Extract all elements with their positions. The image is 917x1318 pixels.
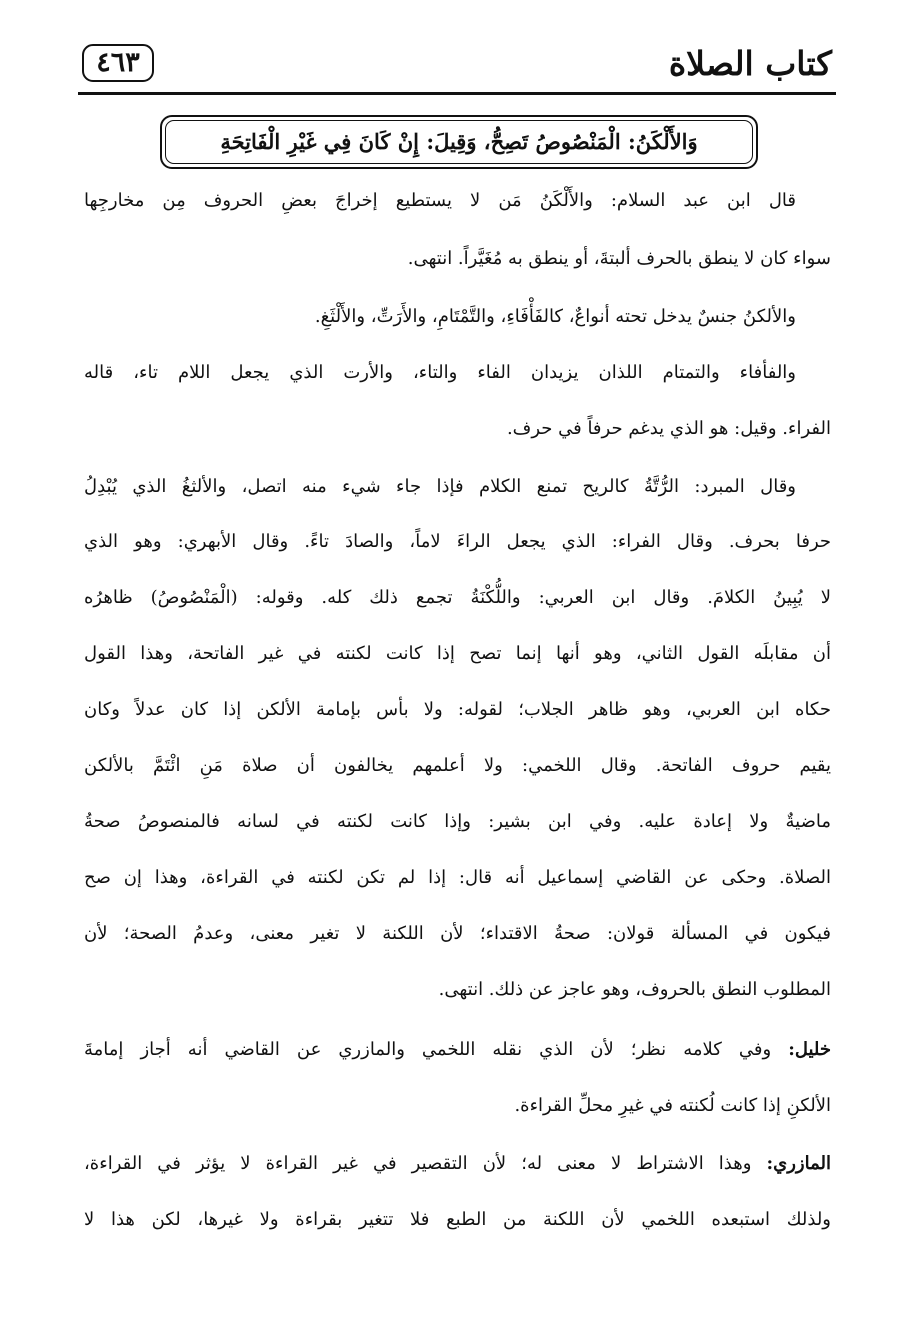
text-line: الصلاة. وحكى عن القاضي إسماعيل أنه قال: إذا لم تكن لكنته في القراءة، وهذا إن صح <box>84 867 831 888</box>
line-text: وفي كلامه نظر؛ لأن الذي نقله اللخمي والمازري عن القاضي أنه أجاز إمامةَ <box>84 1039 772 1060</box>
speaker-label: المازري: <box>766 1153 831 1174</box>
header-rule <box>78 92 836 95</box>
text-line: يقيم حروف الفاتحة. وقال اللخمي: ولا أعلمهم يخالفون أن صلاة مَنِ ائْتَمَّ بالألكن <box>84 755 831 776</box>
text-line: ولذلك استبعده اللخمي لأن اللكنة من الطبع فلا تتغير بقراءة ولا غيرها، لكن هذا لا <box>84 1209 831 1230</box>
text-line: والألكنُ جنسٌ يدخل تحته أنواعٌ، كالفَأْفَاءِ، والتَّمْتَامِ، والأَرَتِّ، والأَلْثَغِ. <box>314 306 796 327</box>
text-line: فيكون في المسألة قولان: صحةُ الاقتداء؛ لأن اللكنة لا تغير معنى، وعدمُ الصحة؛ لأن <box>84 923 831 944</box>
text-line: قال ابن عبد السلام: والأَلْكَنُ مَن لا يستطيع إخراجَ بعضِ الحروف مِن مخارجِها <box>84 190 796 211</box>
text-line <box>84 1135 831 1193</box>
text-line: حرفا بحرف. وقال الفراء: الذي يجعل الراءَ لاماً، والصادَ تاءً. وقال الأبهري: وهو الذي <box>84 531 831 552</box>
text-line: أن مقابلَه القول الثاني، وهو أنها إنما تصح إذا كانت لكنته في غير الفاتحة، وهذا القول <box>84 643 831 664</box>
page-header <box>78 40 836 96</box>
text-line: حكاه ابن العربي، وهو ظاهر الجلاب؛ لقوله: ولا بأس بإمامة الألكن إذا كان عدلاً وكان <box>84 699 831 720</box>
speaker-label: خليل: <box>788 1039 831 1060</box>
text-line: ماضيةٌ ولا إعادة عليه. وفي ابن بشير: وإذا كانت لكنته في لسانه فالمنصوصُ صحةُ <box>84 811 831 832</box>
text-line: الألكنِ إذا كانت لُكنته في غيرِ محلِّ القراءة. <box>514 1095 831 1116</box>
text-line: لا يُبِينُ الكلامَ. وقال ابن العربي: واللُّكْنَةُ تجمع ذلك كله. وقوله: (الْمَنْصُوصُ) ظاهرُه <box>84 587 831 608</box>
text-line: المطلوب النطق بالحروف، وهو عاجز عن ذلك. انتهى. <box>438 979 831 1000</box>
book-title: كتاب الصلاة <box>668 44 832 83</box>
line-text: وهذا الاشتراط لا معنى له؛ لأن التقصير في غير القراءة لا يؤثر في القراءة، <box>84 1153 752 1174</box>
text-line: والفأفاء والتمتام اللذان يزيدان الفاء والتاء، والأرت الذي يجعل اللام تاء، قاله <box>84 362 796 383</box>
matn-frame <box>160 115 758 169</box>
text-line: وقال المبرد: الرُّتَّةُ كالريح تمنع الكلام فإذا جاء شيء منه اتصل، والألثغُ الذي يُبْدِلُ <box>84 476 796 497</box>
text-line <box>84 1021 831 1079</box>
page-number: ٤٦٣ <box>82 44 154 82</box>
matn-text: وَالأَلْكَنُ: الْمَنْصُوصُ تَصِحُّ، وَقِيلَ: إِنْ كَانَ فِي غَيْرِ الْفَاتِحَةِ <box>165 120 753 164</box>
text-line: الفراء. وقيل: هو الذي يدغم حرفاً في حرف. <box>506 418 831 439</box>
text-line: سواء كان لا ينطق بالحرف ألبتةَ، أو ينطق به مُغَيَّراً. انتهى. <box>407 248 831 269</box>
